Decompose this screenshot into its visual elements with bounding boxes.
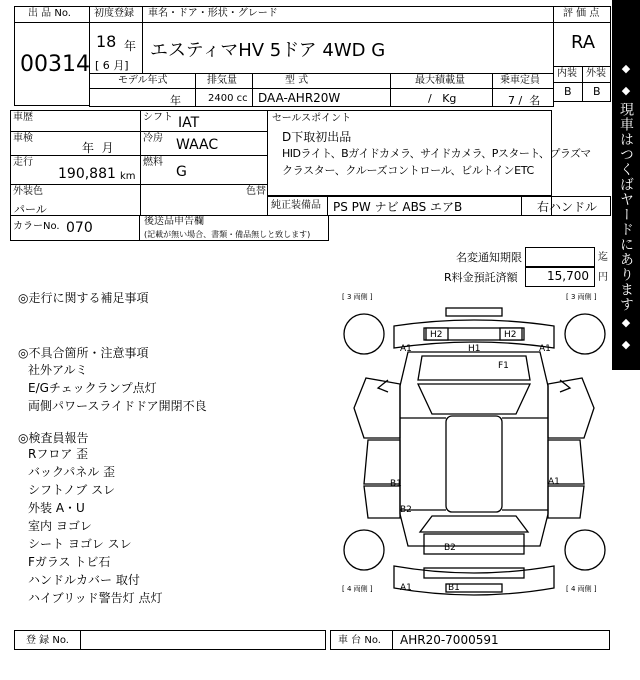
capacity: 7 / 名 — [508, 94, 541, 107]
ac-value: WAAC — [176, 137, 219, 153]
inspection-value: 年 月 — [82, 141, 114, 155]
color-no-value: 070 — [66, 220, 93, 236]
defect-item: 社外アルミ — [28, 363, 88, 377]
car-outline-svg — [338, 288, 610, 600]
color-change-label: 色替 — [246, 186, 266, 197]
defect-item: 両側パワースライドドア開閉不良 — [28, 399, 207, 413]
grade-label: 評 価 点 — [563, 8, 600, 19]
diagram-corner-label: [ 4 両側 ] — [342, 585, 373, 593]
history-label: 車歴 — [13, 112, 33, 123]
max-load: / Kg — [428, 92, 457, 105]
fuel-label: 燃料 — [143, 157, 163, 168]
inspector-item: 室内 ヨゴレ — [28, 519, 92, 533]
sales-point-line: D下取初出品 — [282, 130, 352, 144]
aftermarket-note: (記載が無い場合、書類・備品無しと致します) — [144, 230, 311, 239]
inspector-title: ◎検査員報告 — [18, 431, 89, 445]
inspector-item: ハンドルカバー 取付 — [28, 573, 140, 587]
diamond-icon: ◆ — [621, 62, 631, 75]
diagram-corner-label: [ 4 両側 ] — [566, 585, 597, 593]
first-reg-year: 18 — [96, 32, 117, 51]
model-code-label: 型 式 — [285, 75, 309, 86]
damage-mark: B1 — [390, 479, 402, 489]
max-load-label: 最大積載量 — [415, 75, 465, 86]
damage-mark: B1 — [448, 583, 460, 593]
model-year-unit: 年 — [170, 94, 181, 107]
lot-number: 00314 — [20, 52, 90, 77]
interior-label: 内装 — [557, 68, 577, 79]
car-name-label: 車名・ドア・形状・グレード — [148, 8, 278, 19]
defect-item: E/Gチェックランプ点灯 — [28, 381, 157, 395]
damage-mark: B2 — [444, 543, 456, 553]
shift-label: シフト — [143, 112, 173, 123]
sales-points-label: セールスポイント — [272, 113, 352, 124]
recycle-label: R料金預託済額 — [444, 271, 518, 284]
model-code: DAA-AHR20W — [258, 91, 341, 105]
diamond-icon: ◆ — [621, 338, 631, 351]
damage-mark: F1 — [498, 361, 509, 371]
ext-color-label: 外装色 — [13, 186, 43, 197]
damage-mark: H2 — [504, 330, 517, 340]
mileage-value: 190,881 — [58, 166, 116, 182]
lot-label: 出 品 No. — [28, 8, 71, 19]
recycle-unit: 円 — [598, 272, 608, 283]
inspector-item: バックパネル 歪 — [28, 465, 116, 479]
ext-color-value: パール — [14, 203, 47, 216]
model-year-label: モデル年式 — [118, 75, 168, 86]
inspector-item: ハイブリッド警告灯 点灯 — [28, 591, 163, 605]
damage-mark: B2 — [400, 505, 412, 515]
first-reg-month: [ 6 月] — [95, 59, 129, 72]
name-change-unit: 迄 — [598, 252, 608, 263]
chassis-number: AHR20-7000591 — [400, 633, 499, 647]
chassis-label: 車 台 No. — [338, 635, 381, 646]
yard-location-banner — [612, 0, 640, 370]
recycle-amount: 15,700 — [547, 269, 589, 283]
car-damage-diagram — [338, 288, 610, 600]
diagram-corner-label: [ 3 両側 ] — [342, 293, 373, 301]
sales-point-line: クラスター、クルーズコントロール、ビルトインETC — [282, 164, 534, 177]
first-reg-year-unit: 年 — [124, 39, 137, 53]
inspector-item: Rフロア 歪 — [28, 447, 89, 461]
shift-value: IAT — [178, 115, 200, 131]
inspector-item: シフトノブ スレ — [28, 483, 116, 497]
damage-mark: H2 — [430, 330, 443, 340]
driving-remarks-title: ◎走行に関する補足事項 — [18, 291, 149, 305]
diamond-icon: ◆ — [621, 84, 631, 97]
damage-mark: A1 — [400, 344, 412, 354]
fuel-value: G — [176, 164, 187, 180]
steering-value: 右ハンドル — [537, 200, 598, 214]
diamond-icon: ◆ — [621, 316, 631, 329]
specs-box — [10, 110, 268, 216]
damage-mark: A1 — [400, 583, 412, 593]
color-no-label: カラーNo. — [13, 221, 60, 232]
sales-point-line: HIDライト、Bガイドカメラ、サイドカメラ、Pスタート、プラズマ — [282, 147, 591, 160]
inspector-item: 外装 A・U — [28, 501, 85, 515]
aftermarket-label: 後送品申告欄 — [144, 216, 204, 227]
car-name: エスティマHV 5ドア 4WD G — [150, 40, 386, 61]
defects-title: ◎不具合箇所・注意事項 — [18, 346, 149, 360]
yard-location-text: 現車はつくばヤードにあります — [618, 102, 634, 312]
exterior-label: 外装 — [586, 68, 606, 79]
first-reg-label: 初度登録 — [94, 8, 134, 19]
inspection-label: 車検 — [13, 133, 33, 144]
name-change-label: 名変通知期限 — [456, 251, 522, 264]
capacity-label: 乗車定員 — [500, 75, 540, 86]
reg-no-label: 登 録 No. — [26, 635, 69, 646]
damage-mark: H1 — [468, 344, 481, 354]
name-change-box — [525, 247, 595, 267]
mileage-unit: km — [120, 171, 136, 182]
damage-mark: A1 — [548, 477, 560, 487]
diagram-corner-label: [ 3 両側 ] — [566, 293, 597, 301]
ac-label: 冷房 — [143, 133, 163, 144]
inspector-item: Fガラス トビ石 — [28, 555, 111, 569]
equipment-items: PS PW ナビ ABS エアB — [333, 200, 463, 214]
equipment-label: 純正装備品 — [271, 200, 321, 211]
exterior-grade: B — [593, 85, 601, 98]
mileage-label: 走行 — [13, 157, 33, 168]
displacement-label: 排気量 — [207, 75, 237, 86]
inspector-item: シート ヨゴレ スレ — [28, 537, 132, 551]
interior-grade: B — [564, 85, 572, 98]
displacement: 2400 cc — [208, 93, 248, 104]
damage-mark: A1 — [539, 344, 551, 354]
grade-value: RA — [571, 32, 596, 53]
